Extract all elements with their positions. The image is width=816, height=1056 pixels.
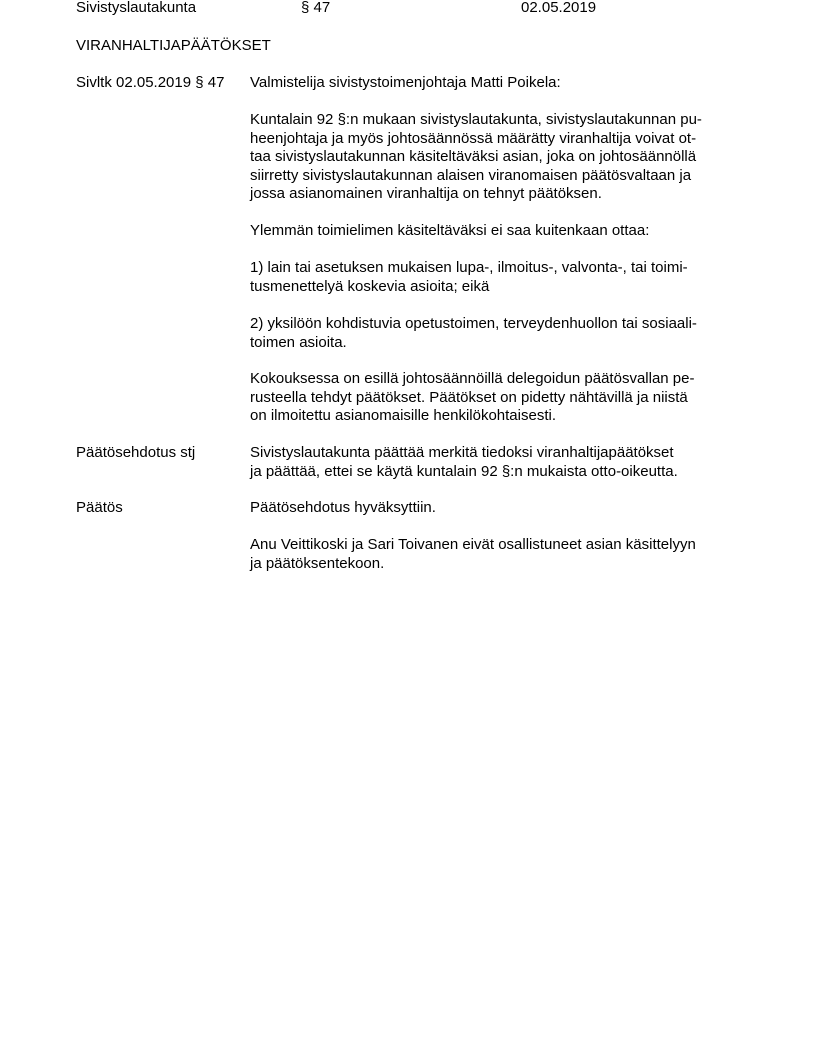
text-line: jossa asianomainen viranhaltija on tehnyt päätöksen. [250,185,602,203]
paragraph [250,315,697,352]
row-label: Päätösehdotus stj [76,444,196,461]
text-line: Päätösehdotus hyväksyttiin. [250,499,436,516]
row-label: Sivltk 02.05.2019 § 47 [76,74,225,91]
text-line: rusteella tehdyt päätökset. Päätökset on pidetty nähtävillä ja niistä [250,388,688,406]
text-line: heenjohtaja ja myös johtosäännössä määrätty viranhaltija voivat ot- [250,129,697,147]
paragraph [250,111,702,204]
page-header [0,0,816,18]
text-line: on ilmoitettu asianomaisille henkilökohtaisesti. [250,407,556,425]
paragraph [250,499,436,518]
text-line: toimen asioita. [250,333,347,351]
text-line: Valmistelija sivistystoimenjohtaja Matti Poikela: [250,74,561,91]
header-date: 02.05.2019 [521,0,597,16]
text-line: Kokouksessa on esillä johtosäännöillä delegoidun päätösvallan pe- [250,370,695,387]
row-label: Päätös [76,499,123,516]
text-line: 2) yksilöön kohdistuvia opetustoimen, terveydenhuollon tai sosiaali- [250,315,697,332]
text-line: Anu Veittikoski ja Sari Toivanen eivät osallistuneet asian käsittelyyn [250,536,696,553]
header-body-name: Sivistyslautakunta [76,0,197,16]
text-line: taa sivistyslautakunnan käsiteltäväksi asian, joka on johtosäännöllä [250,148,697,166]
text-line: ja päättää, ettei se käytä kuntalain 92 §:n mukaista otto-oikeutta. [250,462,678,480]
text-line: Kuntalain 92 §:n mukaan sivistyslautakunta, sivistyslautakunnan pu- [250,111,702,128]
paragraph [250,536,696,573]
paragraph [250,370,694,426]
paragraph [250,74,561,93]
paragraph [250,222,649,241]
text-line: siirretty sivistyslautakunnan alaisen viranomaisen päätösvaltaan ja [250,166,692,184]
paragraph [250,259,688,296]
document-title: VIRANHALTIJAPÄÄTÖKSET [76,37,271,54]
text-line: 1) lain tai asetuksen mukaisen lupa-, ilmoitus-, valvonta-, tai toimi- [250,259,688,276]
text-line: tusmenettelyä koskevia asioita; eikä [250,277,490,295]
text-line: Sivistyslautakunta päättää merkitä tiedoksi viranhaltijapäätökset [250,444,674,461]
text-line: Ylemmän toimielimen käsiteltäväksi ei saa kuitenkaan ottaa: [250,222,650,239]
header-section-number: § 47 [301,0,331,16]
text-line: ja päätöksentekoon. [250,554,385,572]
paragraph [250,444,678,481]
